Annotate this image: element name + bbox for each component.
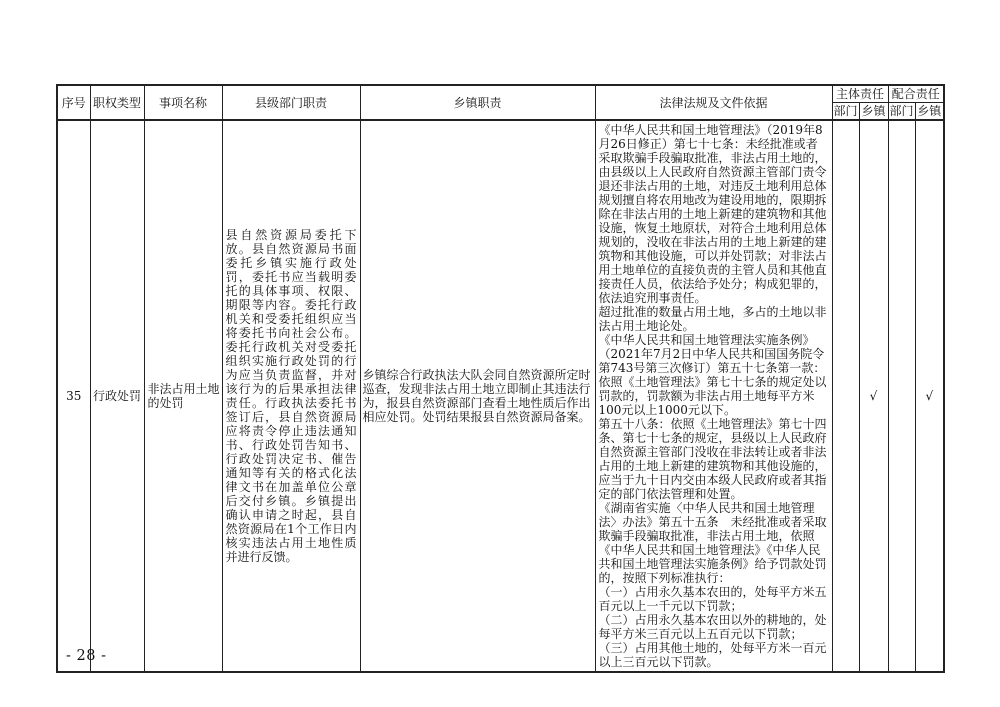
header-law-basis: 法律法规及文件依据 (595, 85, 832, 120)
table-row (57, 120, 944, 672)
coop-dept-cell (888, 120, 915, 672)
law-paragraph: 第五十八条：依照《土地管理法》第七十四条、第七十七条的规定，县级以上人民政府自然资源主管部门没收在非法转让或者非法占用的土地上新建的建筑物和其他设施的，应当于九十日内交由本级人民政府或者其指定的部门依法管理和处置。 (598, 417, 827, 501)
coop-town-check: √ (915, 120, 944, 672)
header-coop-responsibility: 配合责任 (888, 85, 944, 102)
law-paragraph: （三）占用其他土地的，处每平方米一百元以上三百元以下罚款。 (598, 641, 827, 669)
duty-table (56, 84, 945, 673)
header-coop-town: 乡镇 (915, 102, 944, 120)
row-power-type: 行政处罚 (90, 120, 144, 672)
header-power-type: 职权类型 (90, 85, 144, 120)
page-number: - 28 - (66, 648, 107, 664)
header-main-town: 乡镇 (859, 102, 888, 120)
law-paragraph: 《湖南省实施〈中华人民共和国土地管理法〉办法》第五十五条 未经批准或者采取欺骗手段骗取批准，非法占用土地，依照《中华人民共和国土地管理法》《中华人民共和国土地管理法实施条例》给予罚款处罚的，按照下列标准执行： (598, 501, 827, 585)
row-county-duty: 县自然资源局委托下放。县自然资源局书面委托乡镇实施行政处罚，委托书应当载明委托的具体事项、权限、期限等内容。委托行政机关和受委托组织应当将委托书向社会公布。委托行政机关对受委托组织实施行政处罚的行为应当负责监督，并对该行为的后果承担法律责任。行政执法委托书签订后，县自然资源局应将责令停止违法通知书、行政处罚告知书、行政处罚决定书、催告通知等有关的格式化法律文书在加盖单位公章后交付乡镇。乡镇提出确认申请之时起，县自然资源局在1个工作日内核实违法占用土地性质并进行反馈。 (222, 120, 360, 672)
header-coop-dept: 部门 (888, 102, 915, 120)
law-paragraph: 超过批准的数量占用土地，多占的土地以非法占用土地论处。 (598, 305, 827, 333)
law-paragraph: 《中华人民共和国土地管理法》（2019年8月26日修正）第七十七条：未经批准或者采取欺骗手段骗取批准，非法占用土地的，由县级以上人民政府自然资源主管部门责令退还非法占用的土地，对违反土地利用总体规划擅自将农用地改为建设用地的，限期拆除在非法占用的土地上新建的建筑物和其他设施，恢复土地原状，对符合土地利用总体规划的，没收在非法占用的土地上新建的建筑物和其他设施，可以并处罚款；对非法占用土地单位的直接负责的主管人员和其他直接责任人员，依法给予处分；构成犯罪的，依法追究刑事责任。 (598, 123, 827, 305)
row-item-name: 非法占用土地的处罚 (144, 120, 222, 672)
header-row-1 (57, 85, 944, 102)
main-town-check: √ (859, 120, 888, 672)
header-main-responsibility: 主体责任 (832, 85, 888, 102)
header-county-duty: 县级部门职责 (222, 85, 360, 120)
header-item-name: 事项名称 (144, 85, 222, 120)
law-paragraph: 《中华人民共和国土地管理法实施条例》（2021年7月2日中华人民共和国国务院令第743号第三次修订）第五十七条第一款：依照《土地管理法》第七十七条的规定处以罚款的，罚款额为非法占用土地每平方米100元以上1000元以下。 (598, 333, 827, 417)
row-no: 35 (57, 120, 90, 672)
row-law-basis (595, 120, 832, 672)
main-dept-cell (832, 120, 859, 672)
header-main-dept: 部门 (832, 102, 859, 120)
row-town-duty: 乡镇综合行政执法大队会同自然资源所定时巡查，发现非法占用土地立即制止其违法行为，报县自然资源部门查看土地性质后作出相应处罚。处罚结果报县自然资源局备案。 (360, 120, 595, 672)
law-paragraph: （二）占用永久基本农田以外的耕地的，处每平方米三百元以上五百元以下罚款； (598, 613, 827, 641)
law-paragraph: （一）占用永久基本农田的，处每平方米五百元以上一千元以下罚款； (598, 585, 827, 613)
header-no: 序号 (57, 85, 90, 120)
header-town-duty: 乡镇职责 (360, 85, 595, 120)
